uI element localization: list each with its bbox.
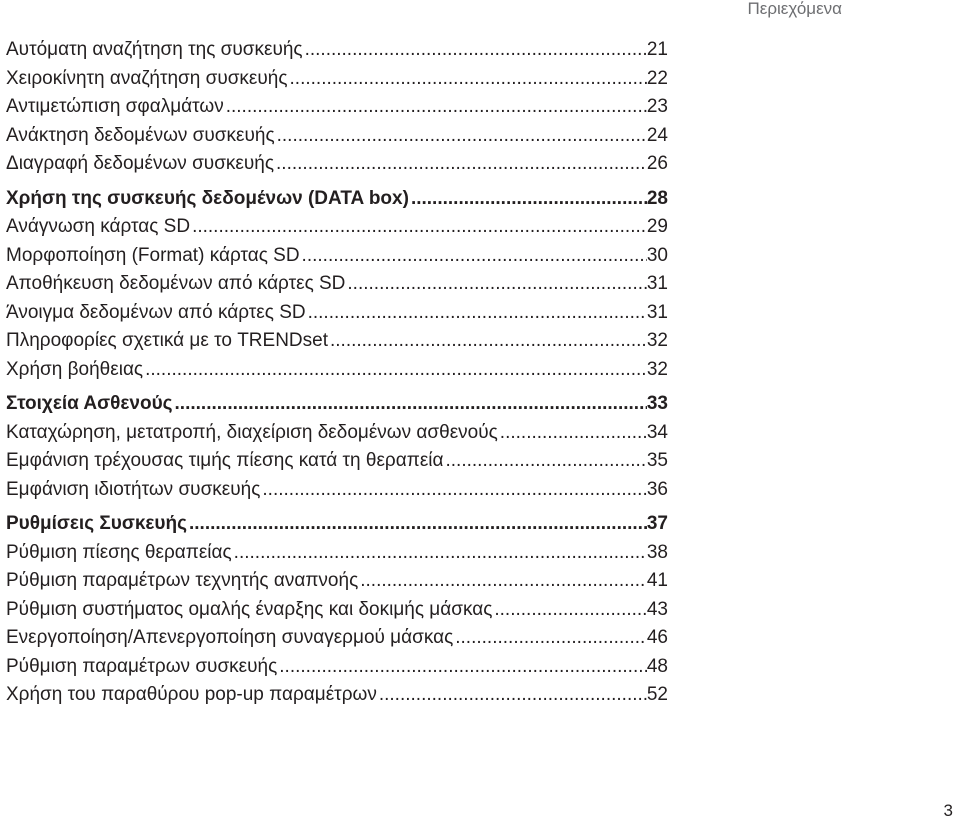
toc-dot-leader bbox=[226, 93, 647, 122]
toc-entry-page-number: 28 bbox=[646, 187, 668, 209]
toc-section-entry[interactable] bbox=[6, 390, 668, 419]
toc-entry-page-number: 36 bbox=[646, 478, 668, 500]
toc-entry-title: Χρήση της συσκευής δεδομένων (DATA box) bbox=[6, 187, 409, 209]
toc-entry[interactable] bbox=[6, 150, 668, 179]
toc-entry-title: Εμφάνιση ιδιοτήτων συσκευής bbox=[6, 478, 261, 500]
toc-entry-page-number: 31 bbox=[646, 273, 668, 294]
page-number: 3 bbox=[943, 801, 953, 820]
toc-dot-leader bbox=[500, 419, 647, 448]
toc-dot-leader bbox=[276, 150, 647, 179]
toc-dot-leader bbox=[302, 242, 647, 271]
toc-entry-title: Ρυθμίσεις Συσκευής bbox=[6, 513, 187, 534]
toc-entry-page-number: 23 bbox=[646, 96, 668, 117]
toc-dot-leader bbox=[411, 185, 647, 214]
toc-dot-leader bbox=[347, 270, 646, 299]
toc-entry[interactable] bbox=[6, 624, 668, 653]
toc-entry-title: Αποθήκευση δεδομένων από κάρτες SD bbox=[6, 273, 346, 294]
toc-entry[interactable] bbox=[6, 476, 668, 505]
toc-entry-title: Αυτόματη αναζήτηση της συσκευής bbox=[6, 39, 303, 60]
toc-entry-title: Εμφάνιση τρέχουσας τιμής πίεσης κατά τη θεραπεία bbox=[6, 450, 444, 471]
toc-entry[interactable] bbox=[6, 447, 668, 476]
toc-entry-title: Αντιμετώπιση σφαλμάτων bbox=[6, 96, 224, 117]
toc-dot-leader bbox=[189, 510, 647, 539]
table-of-contents bbox=[6, 36, 668, 710]
toc-entry-page-number: 22 bbox=[646, 67, 668, 89]
toc-dot-leader bbox=[290, 65, 647, 94]
toc-entry-page-number: 52 bbox=[646, 684, 668, 705]
toc-dot-leader bbox=[379, 681, 647, 710]
toc-dot-leader bbox=[277, 122, 647, 151]
toc-entry-title: Ρύθμιση παραμέτρων συσκευής bbox=[6, 655, 278, 677]
toc-dot-leader bbox=[455, 624, 647, 653]
toc-entry[interactable] bbox=[6, 596, 668, 625]
toc-entry-page-number: 29 bbox=[646, 216, 668, 237]
toc-entry-title: Μορφοποίηση (Format) κάρτας SD bbox=[6, 244, 300, 266]
toc-entry-title: Στοιχεία Ασθενούς bbox=[6, 393, 173, 414]
toc-entry-page-number: 41 bbox=[646, 570, 668, 591]
toc-entry-title: Ρύθμιση συστήματος ομαλής έναρξης και δοκιμής μάσκας bbox=[6, 598, 493, 620]
toc-dot-leader bbox=[360, 567, 647, 596]
toc-entry-page-number: 31 bbox=[646, 301, 668, 323]
toc-entry[interactable] bbox=[6, 356, 668, 385]
toc-dot-leader bbox=[175, 390, 647, 419]
toc-entry-page-number: 35 bbox=[646, 450, 668, 471]
toc-entry-title: Χρήση βοήθειας bbox=[6, 358, 144, 380]
toc-entry-title: Ρύθμιση παραμέτρων τεχνητής αναπνοής bbox=[6, 570, 359, 591]
toc-entry[interactable] bbox=[6, 539, 668, 568]
toc-dot-leader bbox=[305, 36, 647, 65]
toc-dot-leader bbox=[234, 539, 647, 568]
toc-entry[interactable] bbox=[6, 93, 668, 122]
toc-entry-page-number: 21 bbox=[646, 39, 668, 60]
toc-entry[interactable] bbox=[6, 270, 668, 299]
toc-section-entry[interactable] bbox=[6, 510, 668, 539]
toc-dot-leader bbox=[192, 213, 647, 242]
toc-dot-leader bbox=[494, 596, 646, 625]
toc-entry-page-number: 32 bbox=[646, 330, 668, 351]
toc-entry[interactable] bbox=[6, 213, 668, 242]
toc-entry-title: Ενεργοποίηση/Απενεργοποίηση συναγερμού μάσκας bbox=[6, 627, 454, 648]
toc-entry-page-number: 26 bbox=[646, 153, 668, 174]
toc-entry[interactable] bbox=[6, 681, 668, 710]
toc-entry-title: Χειροκίνητη αναζήτηση συσκευής bbox=[6, 67, 288, 89]
toc-entry-page-number: 37 bbox=[646, 513, 668, 534]
toc-entry-title: Ανάγνωση κάρτας SD bbox=[6, 216, 191, 237]
toc-entry-page-number: 33 bbox=[646, 393, 668, 414]
toc-entry[interactable] bbox=[6, 653, 668, 682]
toc-entry-page-number: 46 bbox=[646, 627, 668, 648]
toc-dot-leader bbox=[308, 299, 647, 328]
toc-entry-page-number: 24 bbox=[646, 124, 668, 146]
toc-dot-leader bbox=[279, 653, 647, 682]
toc-entry-page-number: 43 bbox=[646, 598, 668, 620]
toc-entry-title: Ρύθμιση πίεσης θεραπείας bbox=[6, 541, 232, 563]
toc-entry-title: Διαγραφή δεδομένων συσκευής bbox=[6, 153, 275, 174]
toc-entry[interactable] bbox=[6, 36, 668, 65]
running-header: Περιεχόμενα bbox=[747, 0, 842, 18]
toc-entry[interactable] bbox=[6, 419, 668, 448]
toc-dot-leader bbox=[262, 476, 646, 505]
toc-entry-page-number: 38 bbox=[646, 541, 668, 563]
toc-dot-leader bbox=[330, 327, 647, 356]
toc-entry[interactable] bbox=[6, 122, 668, 151]
toc-entry[interactable] bbox=[6, 65, 668, 94]
toc-entry-title: Καταχώρηση, μετατροπή, διαχείριση δεδομένων ασθενούς bbox=[6, 421, 498, 443]
toc-entry-page-number: 30 bbox=[646, 244, 668, 266]
toc-entry-page-number: 48 bbox=[646, 655, 668, 677]
toc-entry[interactable] bbox=[6, 242, 668, 271]
toc-entry-title: Ανάκτηση δεδομένων συσκευής bbox=[6, 124, 275, 146]
toc-entry-title: Χρήση του παραθύρου pop-up παραμέτρων bbox=[6, 684, 377, 705]
toc-entry[interactable] bbox=[6, 299, 668, 328]
toc-entry[interactable] bbox=[6, 567, 668, 596]
toc-entry-page-number: 32 bbox=[646, 358, 668, 380]
toc-entry[interactable] bbox=[6, 327, 668, 356]
toc-entry-title: Άνοιγμα δεδομένων από κάρτες SD bbox=[6, 301, 306, 323]
toc-section-entry[interactable] bbox=[6, 185, 668, 214]
toc-dot-leader bbox=[446, 447, 647, 476]
toc-dot-leader bbox=[145, 356, 647, 385]
toc-entry-title: Πληροφορίες σχετικά με το TRENDset bbox=[6, 330, 328, 351]
toc-entry-page-number: 34 bbox=[646, 421, 668, 443]
